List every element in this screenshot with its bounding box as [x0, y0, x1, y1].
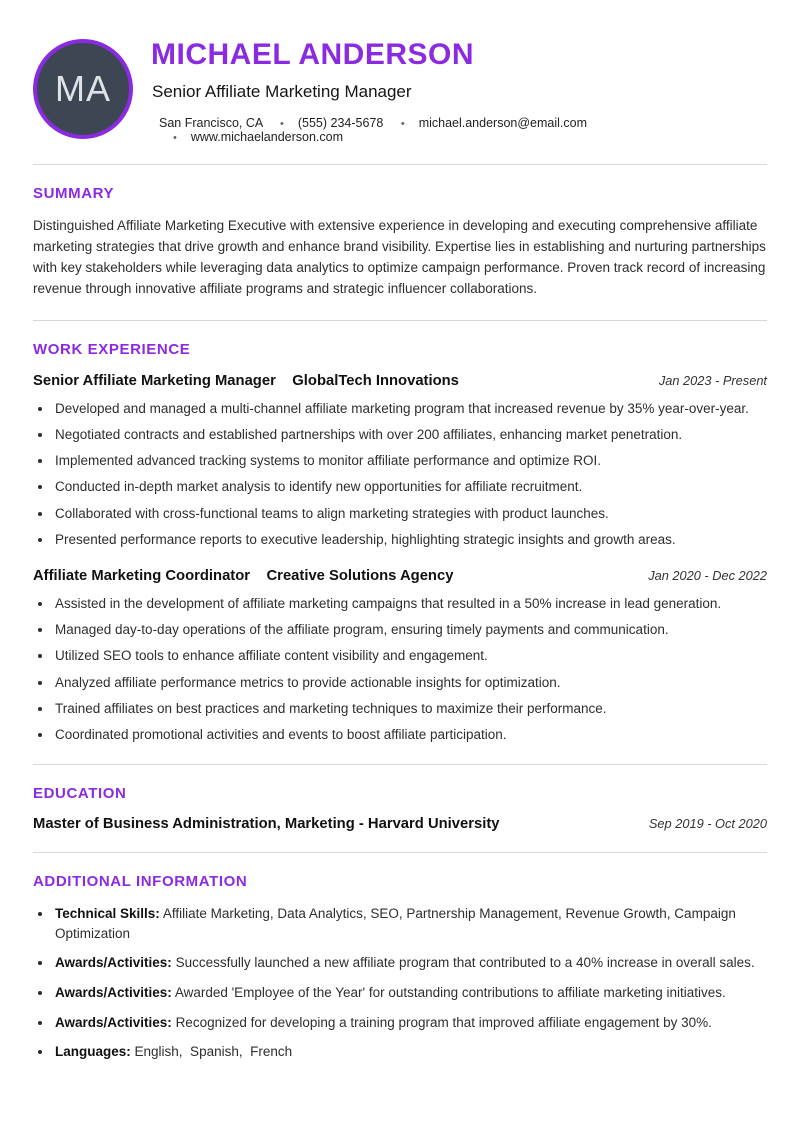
work-experience-heading: WORK EXPERIENCE [33, 340, 191, 358]
contact-line [151, 116, 767, 144]
contact-item: • www.michaelanderson.com [159, 130, 343, 144]
job-header [33, 372, 767, 390]
job-bullet: • Conducted in-depth market analysis to identify new opportunities for affiliate recruitment. [53, 478, 767, 496]
job-bullet: • Developed and managed a multi-channel affiliate marketing program that increased revenue by 35% year-over-year. [53, 400, 767, 418]
job-bullet: • Implemented advanced tracking systems to monitor affiliate performance and optimize ROI. [53, 452, 767, 470]
summary-heading: SUMMARY [33, 185, 115, 202]
education-section [33, 785, 767, 832]
section-divider [33, 164, 767, 165]
job-dates: Jan 2023 - Present [658, 372, 767, 388]
job-title-line [33, 372, 459, 390]
job-header [33, 567, 767, 585]
additional-info-item [53, 1013, 767, 1033]
job-title: Affiliate Marketing Coordinator [33, 568, 251, 584]
avatar-initials: MA [55, 68, 111, 109]
job-bullet: • Analyzed affiliate performance metrics to provide actionable insights for optimization. [53, 674, 767, 692]
item-label: Awards/Activities: [55, 1014, 172, 1030]
job-company: Creative Solutions Agency [266, 568, 454, 584]
section-divider [33, 764, 767, 765]
job-entry [33, 567, 767, 744]
job-title-line [33, 567, 453, 585]
job-company: GlobalTech Innovations [292, 372, 459, 389]
contact-item: • michael.anderson@email.com [387, 116, 587, 130]
job-bullet: • Collaborated with cross-functional teams to align marketing strategies with product launches. [53, 505, 767, 523]
header-text [151, 34, 767, 144]
contact-item: San Francisco, CA [159, 116, 263, 130]
education-entry [33, 816, 767, 832]
person-name: MICHAEL ANDERSON [151, 38, 475, 71]
job-bullet: • Assisted in the development of affiliate marketing campaigns that resulted in a 50% increase in lead generation. [53, 595, 767, 613]
resume-header [33, 34, 767, 144]
job-bullet: • Coordinated promotional activities and events to boost affiliate participation. [53, 726, 767, 744]
item-label: Technical Skills: [55, 906, 160, 922]
item-text: Awarded 'Employee of the Year' for outstanding contributions to affiliate marketing initiatives. [174, 985, 726, 1000]
job-bullet: • Trained affiliates on best practices and marketing techniques to maximize their performance. [53, 700, 767, 718]
item-label: Languages: [55, 1044, 131, 1060]
education-dates: Sep 2019 - Oct 2020 [648, 816, 767, 832]
item-text: Recognized for developing a training program that improved affiliate engagement by 30%. [175, 1014, 712, 1030]
job-bullet-list [33, 400, 767, 549]
additional-info-heading: ADDITIONAL INFORMATION [33, 873, 248, 891]
additional-info-item [53, 904, 767, 943]
contact-item: • (555) 234-5678 [266, 116, 383, 130]
section-divider [33, 852, 767, 853]
job-entry [33, 372, 767, 549]
item-label: Awards/Activities: [55, 955, 172, 971]
additional-info-section [33, 873, 767, 1061]
additional-info-item [53, 1042, 767, 1062]
job-bullet: • Negotiated contracts and established partnerships with over 200 affiliates, enhancing market penetration. [53, 426, 767, 444]
job-bullet: • Managed day-to-day operations of the affiliate program, ensuring timely payments and communication. [53, 621, 767, 639]
job-dates: Jan 2020 - Dec 2022 [648, 568, 767, 583]
item-label: Awards/Activities: [55, 985, 172, 1000]
item-text: English, Spanish, French [134, 1044, 293, 1060]
avatar [33, 39, 133, 139]
job-title: Senior Affiliate Marketing Manager [33, 372, 276, 389]
item-text: Affiliate Marketing, Data Analytics, SEO, Partnership Management, Revenue Growth, Campaign Optimization [55, 906, 740, 941]
work-experience-section [33, 341, 767, 745]
job-bullet-list [33, 595, 767, 744]
degree: Master of Business Administration, Marketing - Harvard University [33, 816, 500, 833]
job-bullet: • Presented performance reports to executive leadership, highlighting strategic insights and growth areas. [53, 531, 767, 549]
job-bullet: • Utilized SEO tools to enhance affiliate content visibility and engagement. [53, 647, 767, 665]
item-text: Successfully launched a new affiliate program that contributed to a 40% increase in overall sales. [175, 955, 755, 971]
person-job-title: Senior Affiliate Marketing Manager [152, 82, 412, 101]
additional-info-item [53, 953, 767, 973]
education-heading: EDUCATION [33, 785, 127, 803]
summary-text: Distinguished Affiliate Marketing Executive with extensive experience in developing and executing comprehensive affiliate marketing strategies that drive growth and enhance brand visibility. Expertise lies in establishing and nurturing partnerships with key stakeholders while leveraging data analytics to optimize campaign performance. Proven track record of increasing revenue through innovative affiliate programs and strategic influencer collaborations. [33, 218, 766, 296]
summary-section [33, 185, 767, 300]
additional-info-list [33, 904, 767, 1061]
additional-info-item [53, 983, 767, 1003]
section-divider [33, 320, 767, 321]
